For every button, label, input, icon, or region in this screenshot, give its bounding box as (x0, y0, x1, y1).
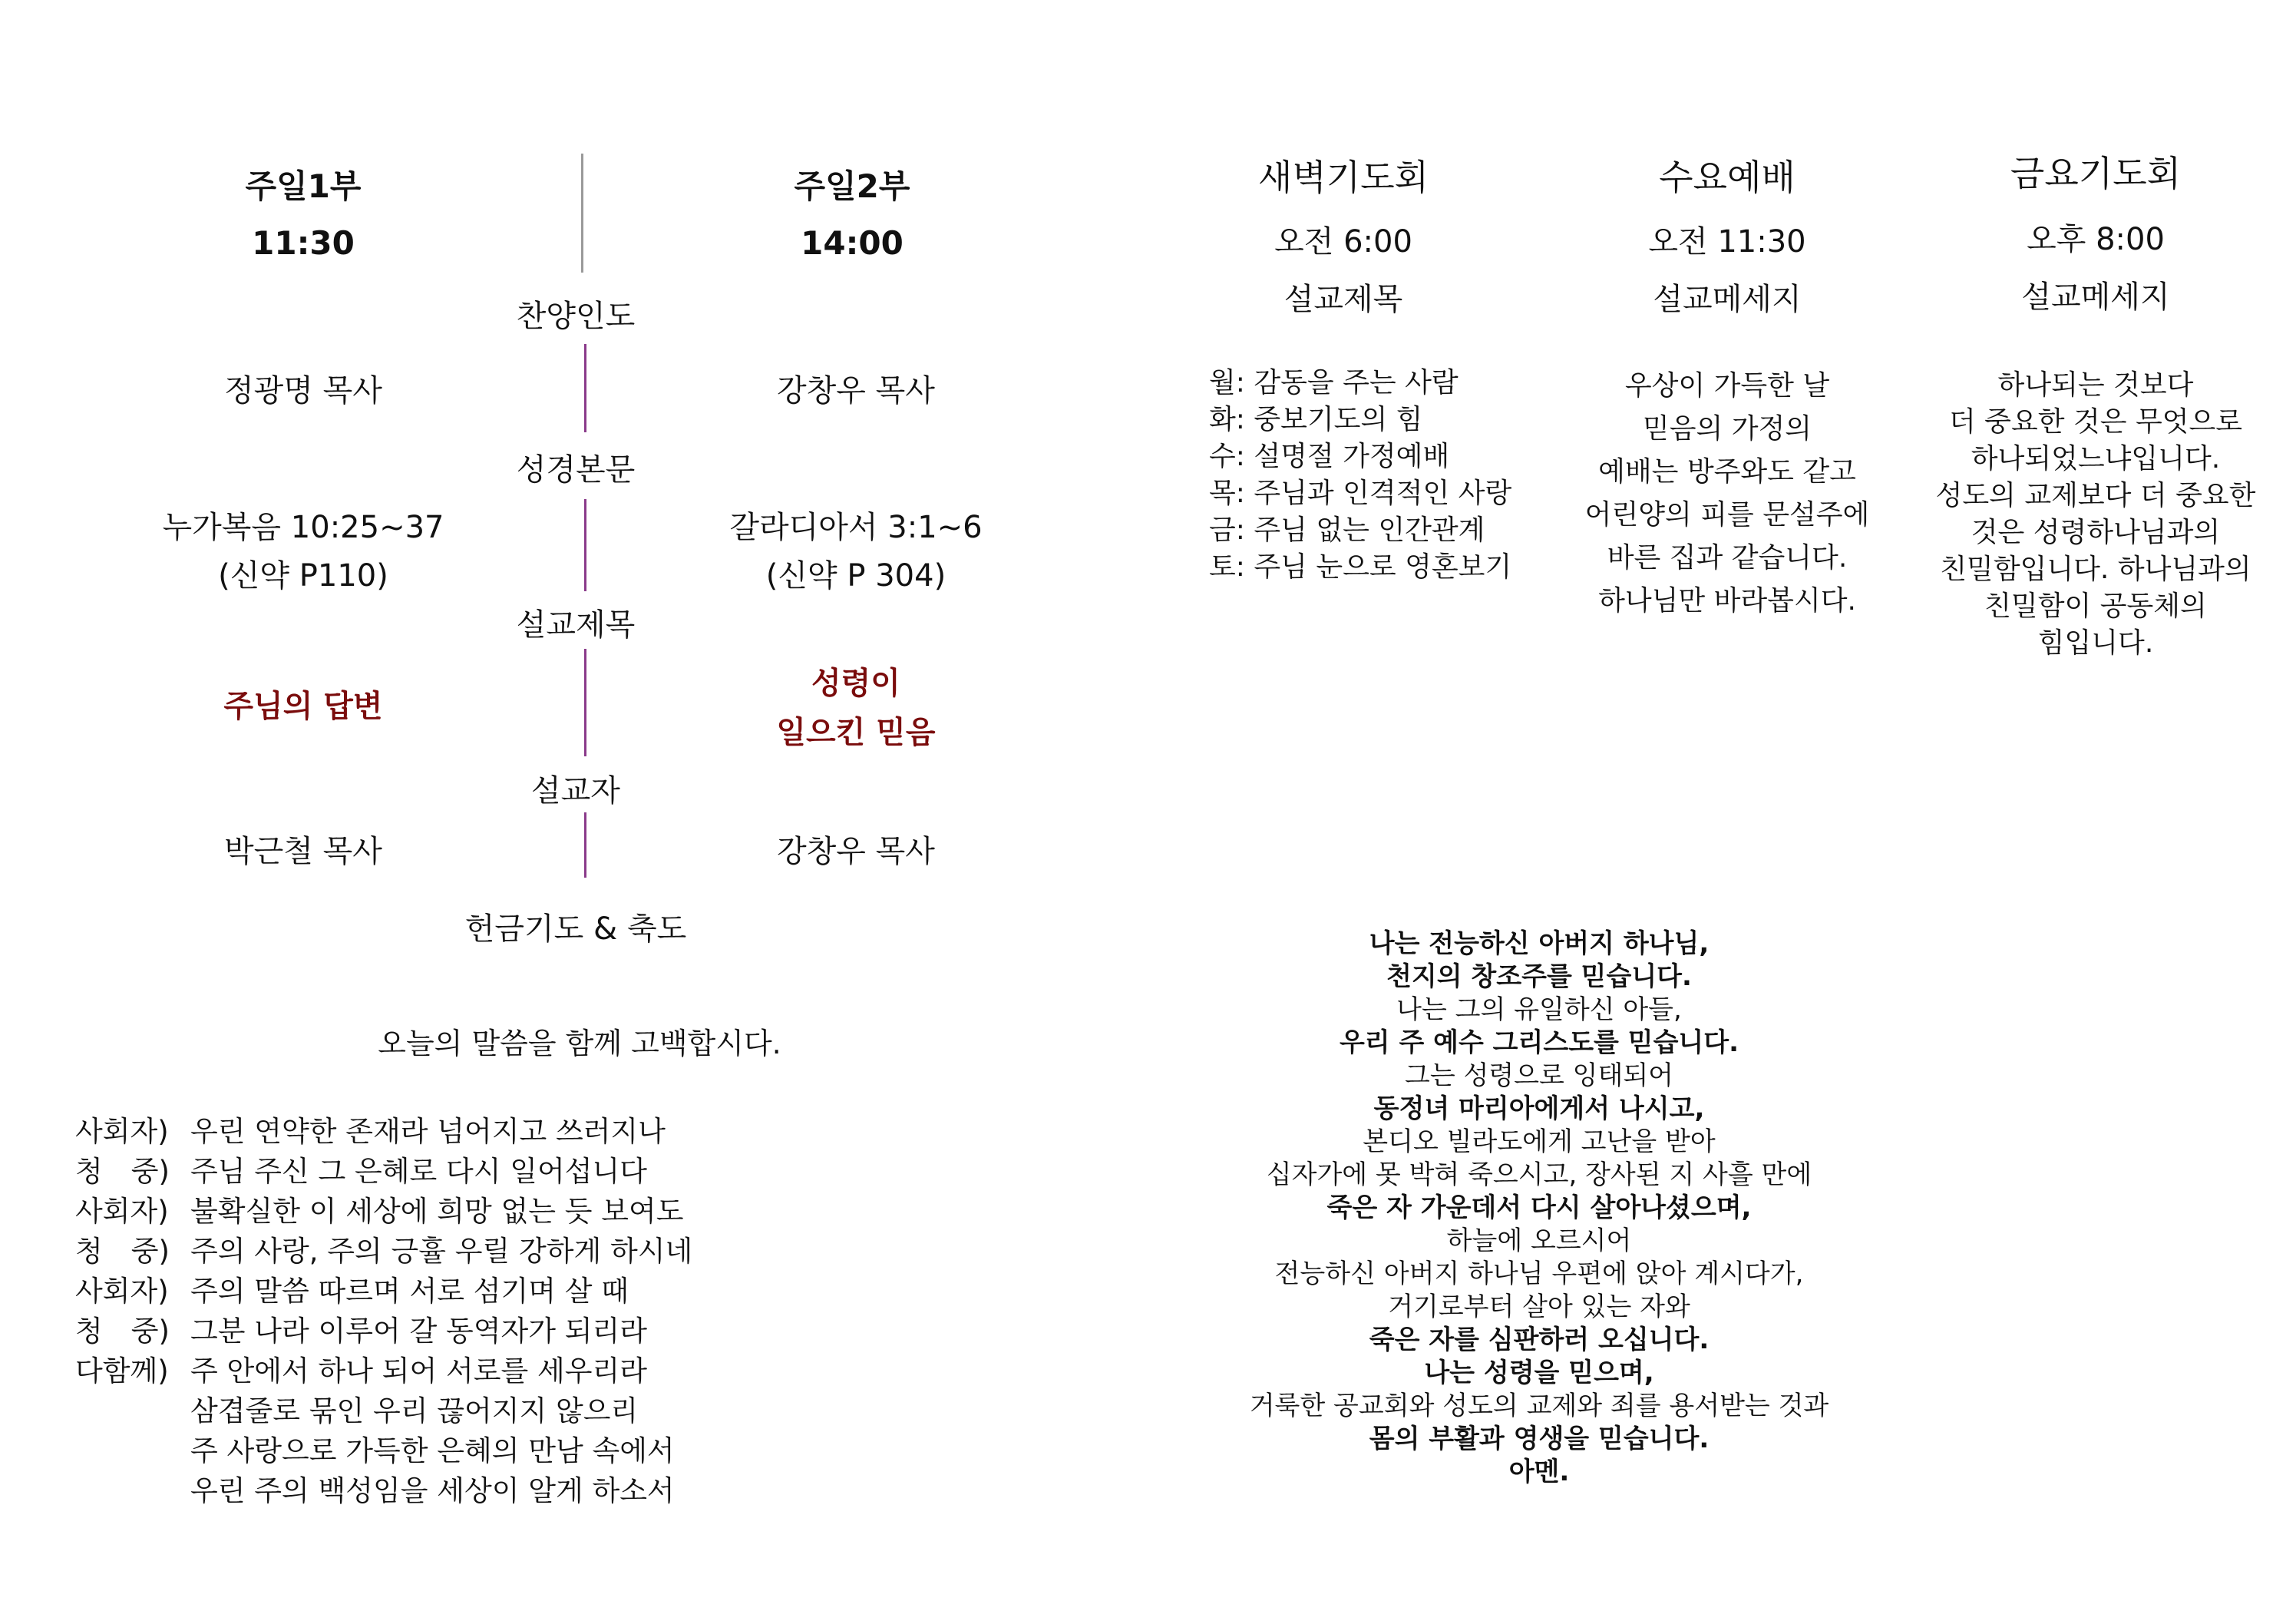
dawn-item: 화: 중보기도의 힘 (1209, 404, 1423, 435)
wednesday-sub: 설교메세지 (1653, 282, 1802, 317)
confession-text: 우린 주의 백성임을 세상이 알게 하소서 (190, 1474, 675, 1507)
confession-row (75, 1112, 692, 1152)
friday-line: 친밀함이 공동체의 (1984, 590, 2207, 622)
service1-title: 주일1부 (245, 167, 362, 205)
wednesday-line: 우상이 가득한 날 (1624, 370, 1830, 402)
speaker-label: 청 중) (75, 1235, 170, 1268)
confession-text: 주의 사랑, 주의 긍휼 우릴 강하게 하시네 (190, 1235, 693, 1268)
friday-time: 오후 8:00 (2027, 222, 2165, 257)
scripture-divider (584, 499, 586, 591)
friday-line: 친밀함입니다. 하나님과의 (1940, 554, 2251, 585)
scripture-s1-ref: (신약 P110) (218, 558, 388, 594)
confession-text: 우린 연약한 존재라 넘어지고 쓰러지나 (190, 1115, 666, 1148)
dawn-item: 수: 설명절 가정예배 (1209, 441, 1450, 472)
creed-line: 전능하신 아버지 하나님 우편에 앉아 계시다가, (1274, 1259, 1804, 1289)
preacher-s1: 박근철 목사 (224, 834, 382, 869)
scripture-s2-ref: (신약 P 304) (765, 558, 946, 594)
header-divider (581, 154, 583, 273)
creed-line: 우리 주 예수 그리스도를 믿습니다. (1339, 1027, 1739, 1058)
scripture-s2: 갈라디아서 3:1~6 (729, 510, 983, 545)
confession-row (75, 1471, 692, 1511)
friday-line: 힘입니다. (2037, 627, 2154, 659)
friday-sub: 설교메세지 (2021, 279, 2170, 315)
sermon-title-s2-line2: 일으킨 믿음 (776, 715, 936, 750)
creed-line: 본디오 빌라도에게 고난을 받아 (1363, 1126, 1716, 1157)
sermon-label: 설교제목 (516, 607, 636, 643)
creed-line: 나는 그의 유일하신 아들, (1396, 994, 1682, 1025)
confession-text: 주의 말씀 따르며 서로 섬기며 살 때 (190, 1275, 629, 1308)
creed-line: 천지의 창조주를 믿습니다. (1386, 961, 1692, 992)
creed-line: 거룩한 공교회와 성도의 교제와 죄를 용서받는 것과 (1249, 1391, 1829, 1421)
friday-line: 것은 성령하나님과의 (1971, 517, 2221, 548)
creed-line: 나는 성령을 믿으며, (1424, 1358, 1654, 1388)
praise-label: 찬양인도 (516, 299, 636, 334)
speaker-label: 다함께) (75, 1354, 169, 1388)
preacher-label: 설교자 (531, 773, 620, 809)
dawn-sermon-list (1209, 365, 1511, 586)
service2-time: 14:00 (801, 224, 904, 262)
service2-title: 주일2부 (794, 167, 910, 205)
offering-label: 헌금기도 & 축도 (464, 911, 687, 947)
wednesday-line: 바른 집과 같습니다. (1607, 542, 1848, 574)
dawn-title: 새벽기도회 (1257, 157, 1429, 198)
wednesday-line: 믿음의 가정의 (1642, 413, 1812, 445)
praise-leader-s2: 강창우 목사 (777, 373, 935, 408)
sermon-title-s1: 주님의 답변 (223, 689, 383, 724)
wednesday-line: 어린양의 피를 문설주에 (1584, 499, 1870, 531)
wednesday-line: 예배는 방주와도 같고 (1598, 456, 1856, 488)
confession-row (75, 1232, 692, 1272)
speaker-label: 사회자) (75, 1115, 169, 1148)
wednesday-line: 하나님만 바라봅시다. (1598, 585, 1856, 617)
confession-text: 주 사랑으로 가득한 은혜의 만남 속에서 (190, 1434, 675, 1467)
preacher-s2: 강창우 목사 (777, 834, 935, 869)
confession-row (75, 1431, 692, 1471)
praise-divider (584, 344, 586, 432)
confession-text: 삼겹줄로 묶인 우리 끊어지지 않으리 (190, 1394, 639, 1427)
confession-text: 그분 나라 이루어 갈 동역자가 되리라 (190, 1315, 647, 1348)
confession-text: 불확실한 이 세상에 희망 없는 듯 보여도 (190, 1195, 684, 1228)
dawn-item: 토: 주님 눈으로 영혼보기 (1209, 551, 1512, 583)
confession-row (75, 1272, 692, 1311)
scripture-label: 성경본문 (516, 452, 636, 488)
confession-text: 주님 주신 그 은혜로 다시 일어섭니다 (190, 1155, 647, 1188)
sermon-divider (584, 649, 586, 756)
friday-line: 더 중요한 것은 무엇으로 (1948, 406, 2243, 438)
creed-line: 몸의 부활과 영생을 믿습니다. (1369, 1424, 1710, 1454)
dawn-item: 목: 주님과 인격적인 사랑 (1209, 478, 1512, 509)
service1-time: 11:30 (252, 224, 355, 262)
creed-line: 아멘. (1508, 1457, 1570, 1487)
friday-line: 하나되는 것보다 (1997, 369, 2194, 401)
sermon-title-s2-line1: 성령이 (811, 666, 900, 701)
friday-message (1911, 367, 2280, 662)
speaker-label: 사회자) (75, 1195, 169, 1228)
dawn-sub: 설교제목 (1283, 282, 1403, 317)
preacher-divider (584, 812, 586, 878)
confession-text: 주 안에서 하나 되어 서로를 세우리라 (190, 1354, 647, 1388)
praise-leader-s1: 정광명 목사 (224, 373, 382, 408)
scripture-s1: 누가복음 10:25~37 (162, 510, 444, 545)
speaker-label: 청 중) (75, 1315, 170, 1348)
creed-line: 거기로부터 살아 있는 자와 (1388, 1292, 1690, 1322)
friday-line: 성도의 교제보다 더 중요한 (1935, 480, 2256, 511)
creed-line: 하늘에 오르시어 (1446, 1225, 1632, 1256)
confession-intro: 오늘의 말씀을 함께 고백합시다. (378, 1027, 781, 1060)
confession-row (75, 1311, 692, 1351)
wednesday-time: 오전 11:30 (1648, 224, 1806, 260)
friday-line: 하나되었느냐입니다. (1971, 443, 2221, 475)
confession-row (75, 1152, 692, 1192)
confession-reading (75, 1112, 692, 1511)
creed-line: 그는 성령으로 잉태되어 (1404, 1060, 1674, 1091)
confession-row (75, 1351, 692, 1391)
creed-line: 죽은 자 가운데서 다시 살아나셨으며, (1326, 1192, 1752, 1223)
dawn-time: 오전 6:00 (1274, 224, 1412, 260)
friday-title: 금요기도회 (2010, 153, 2182, 194)
creed-line: 동정녀 마리아에게서 나시고, (1373, 1093, 1705, 1124)
creed-line: 십자가에 못 박혀 죽으시고, 장사된 지 사흘 만에 (1266, 1159, 1812, 1190)
creed-line: 죽은 자를 심판하러 오십니다. (1369, 1325, 1710, 1355)
dawn-item: 월: 감동을 주는 사람 (1209, 367, 1459, 399)
confession-row (75, 1391, 692, 1431)
apostles-creed (1174, 928, 1904, 1489)
wednesday-title: 수요예배 (1659, 157, 1796, 198)
speaker-label: 청 중) (75, 1155, 170, 1188)
dawn-item: 금: 주님 없는 인간관계 (1209, 514, 1485, 546)
wednesday-message (1543, 365, 1911, 623)
speaker-label: 사회자) (75, 1275, 169, 1308)
creed-line: 나는 전능하신 아버지 하나님, (1369, 928, 1710, 959)
confession-row (75, 1192, 692, 1232)
